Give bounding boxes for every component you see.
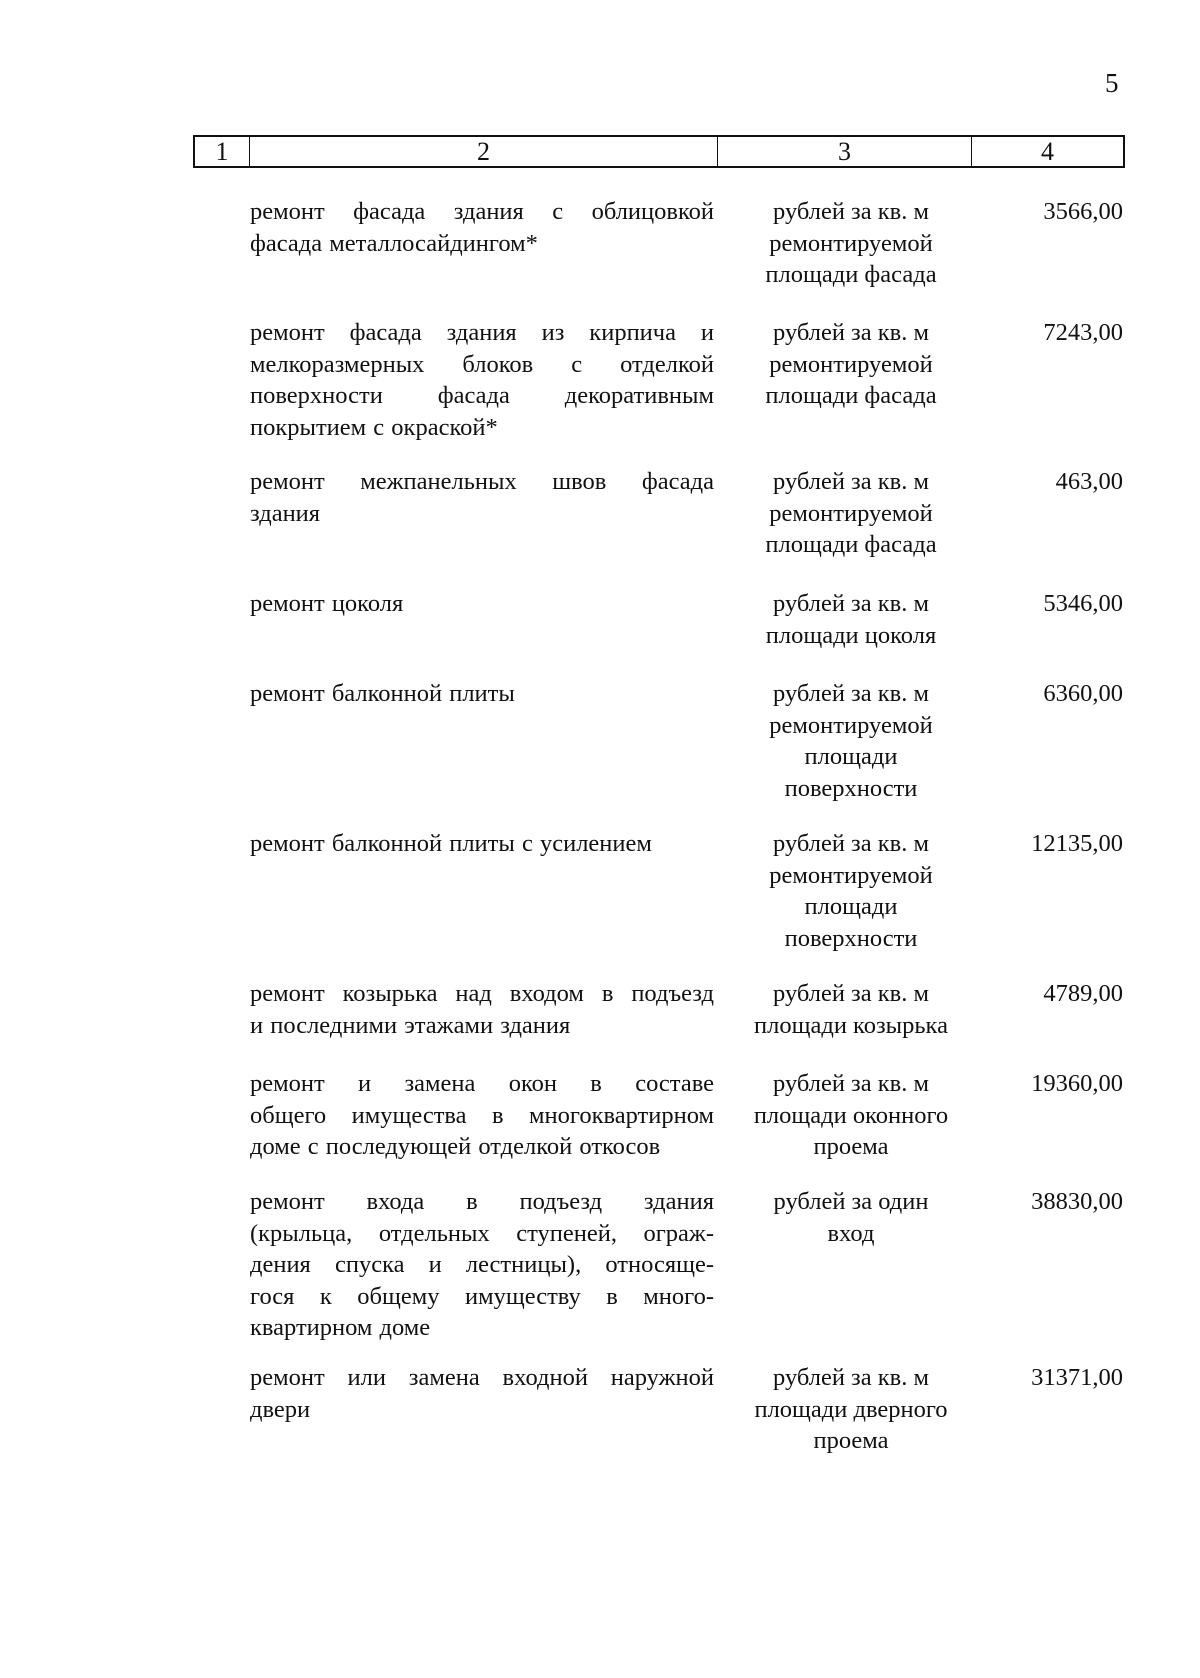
unit-line: площади фасада [765,382,937,409]
row-unit [720,196,982,291]
description-line: покрытием с окраской* [250,413,498,441]
unit-line: ремонтируемой [769,861,933,889]
page-number: 5 [1105,68,1119,98]
description-line: и последними этажами здания [250,1011,571,1039]
unit-line: поверхности [784,774,918,802]
row-value: 3566,00 [1043,198,1123,225]
unit-line: площади оконного [753,1101,949,1129]
unit-line: ремонтируемой [769,499,933,527]
unit-line: проема [813,1427,889,1454]
unit-line: проема [813,1133,889,1160]
row-unit [720,1068,982,1163]
unit-line: поверхности [784,924,918,952]
row-description [250,317,714,443]
row-value: 7243,00 [1043,319,1123,346]
description-line: ремонт козырька над входом в подъезд [250,980,714,1007]
description-line: ремонт входа в подъезд здания [250,1188,714,1215]
unit-line: площади фасада [765,261,937,288]
row-unit [720,678,982,804]
description-line: ремонт фасада здания с облицовкой [250,198,714,225]
description-line: двери [250,1395,311,1423]
unit-line: площади фасада [765,531,937,558]
description-line: ремонт межпанельных швов фасада [250,468,714,495]
unit-line: рублей за кв. м [773,980,929,1007]
description-line: ремонт фасада здания из кирпича и [250,319,714,346]
row-value: 463,00 [1055,468,1123,495]
row-value: 5346,00 [1043,590,1123,617]
unit-line: площади козырька [754,1011,948,1039]
row-description [250,1186,714,1344]
unit-line: вход [827,1219,875,1247]
unit-line: рублей за кв. м [773,590,929,617]
row-unit [720,317,982,412]
unit-line: рублей за кв. м [773,468,929,495]
row-description [250,978,714,1041]
description-line: (крыльца, отдельных ступеней, ограж- [250,1219,714,1247]
row-value: 4789,00 [1043,980,1123,1007]
unit-line: площади [804,743,898,770]
description-line: мелкоразмерных блоков с отделкой [250,350,714,378]
description-line: ремонт цоколя [250,590,404,617]
row-value: 31371,00 [1031,1364,1123,1391]
description-line: ремонт или замена входной наружной [250,1364,714,1391]
row-value: 12135,00 [1031,830,1123,857]
unit-line: рублей за один [773,1188,929,1215]
row-unit [720,828,982,954]
description-line: здания [250,499,321,527]
row-description [250,1362,714,1425]
description-line: ремонт и замена окон в составе [250,1070,714,1097]
row-unit [720,1186,982,1249]
row-description [250,196,714,259]
description-line: доме с последующей отделкой откосов [250,1133,661,1160]
unit-line: площади [804,893,898,920]
description-line: дения спуска и лестницы), относяще- [250,1251,714,1278]
row-value: 19360,00 [1031,1070,1123,1097]
unit-line: рублей за кв. м [773,1364,929,1391]
row-unit [720,1362,982,1457]
row-description [250,828,714,860]
header-col-1: 1 [195,137,250,166]
description-line: ремонт балконной плиты [250,680,515,707]
table-header [193,135,1125,168]
unit-line: рублей за кв. м [773,198,929,225]
row-unit [720,588,982,651]
row-description [250,1068,714,1163]
unit-line: ремонтируемой [769,229,933,257]
row-value: 6360,00 [1043,680,1123,707]
row-description [250,466,714,529]
row-description [250,588,714,620]
unit-line: площади дверного [754,1395,948,1423]
unit-line: рублей за кв. м [773,830,929,857]
header-col-3: 3 [718,137,972,166]
description-line: ремонт балконной плиты с усилением [250,830,652,857]
row-unit [720,978,982,1041]
row-value: 38830,00 [1031,1188,1123,1215]
description-line: поверхности фасада декоративным [250,382,714,409]
description-line: общего имущества в многоквартирном [250,1101,714,1129]
unit-line: рублей за кв. м [773,680,929,707]
header-col-2: 2 [250,137,718,166]
unit-line: площади цоколя [765,621,937,649]
unit-line: рублей за кв. м [773,319,929,346]
unit-line: ремонтируемой [769,711,933,739]
description-line: гося к общему имуществу в много- [250,1282,714,1310]
row-description [250,678,714,710]
unit-line: рублей за кв. м [773,1070,929,1097]
header-col-4: 4 [1041,137,1054,166]
unit-line: ремонтируемой [769,350,933,378]
row-unit [720,466,982,561]
description-line: фасада металлосайдингом* [250,229,538,257]
description-line: квартирном доме [250,1314,431,1341]
